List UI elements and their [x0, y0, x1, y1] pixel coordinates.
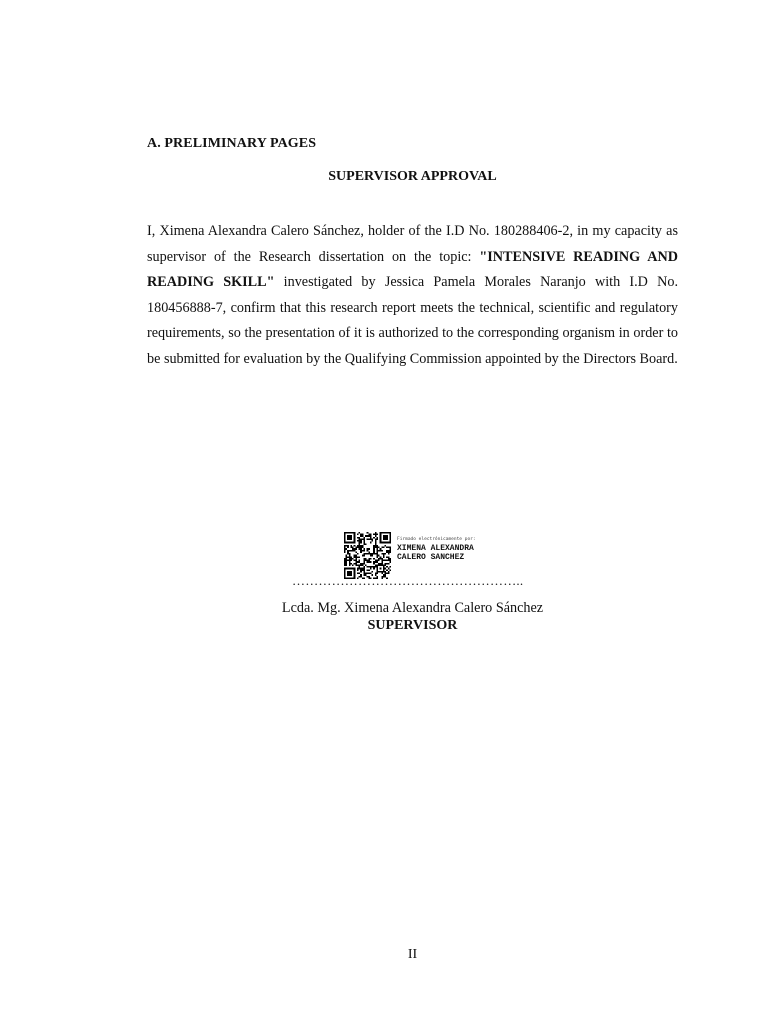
supervisor-role: SUPERVISOR: [367, 618, 458, 633]
paragraph-text-before: I, Ximena Alexandra Calero Sánchez, holder of the I.D No. 180288406-2, in my capacity as supervisor of the Research dissertation on the topic:: [147, 223, 678, 265]
signature-name-line2: CALERO SANCHEZ: [397, 553, 465, 562]
section-heading: A. PRELIMINARY PAGES: [147, 136, 317, 151]
qr-code-icon: [344, 532, 391, 579]
paragraph-text-after: investigated by Jessica Pamela Morales Naranjo with I.D No. 180456888-7, confirm that this research report meets the technical, scientific and regulatory requirements, so the presentation of it is authorized to the corresponding organism in order to be submitted for evaluation by the Qualifying Commission appointed by the Directors Board.: [147, 274, 678, 367]
signature-line: ……………………………………………..: [292, 573, 524, 588]
supervisor-name: Lcda. Mg. Ximena Alexandra Calero Sánchez: [281, 600, 544, 616]
signature-name: [397, 544, 474, 562]
signature-name-line1: XIMENA ALEXANDRA: [397, 544, 474, 553]
approval-paragraph: [147, 219, 678, 372]
paragraph-topic: "INTENSIVE READING AND READING SKILL": [147, 248, 678, 290]
page-title: SUPERVISOR APPROVAL: [328, 169, 497, 184]
signature-caption: Firmado electrónicamente por:: [397, 537, 476, 542]
page-number: II: [407, 947, 418, 962]
